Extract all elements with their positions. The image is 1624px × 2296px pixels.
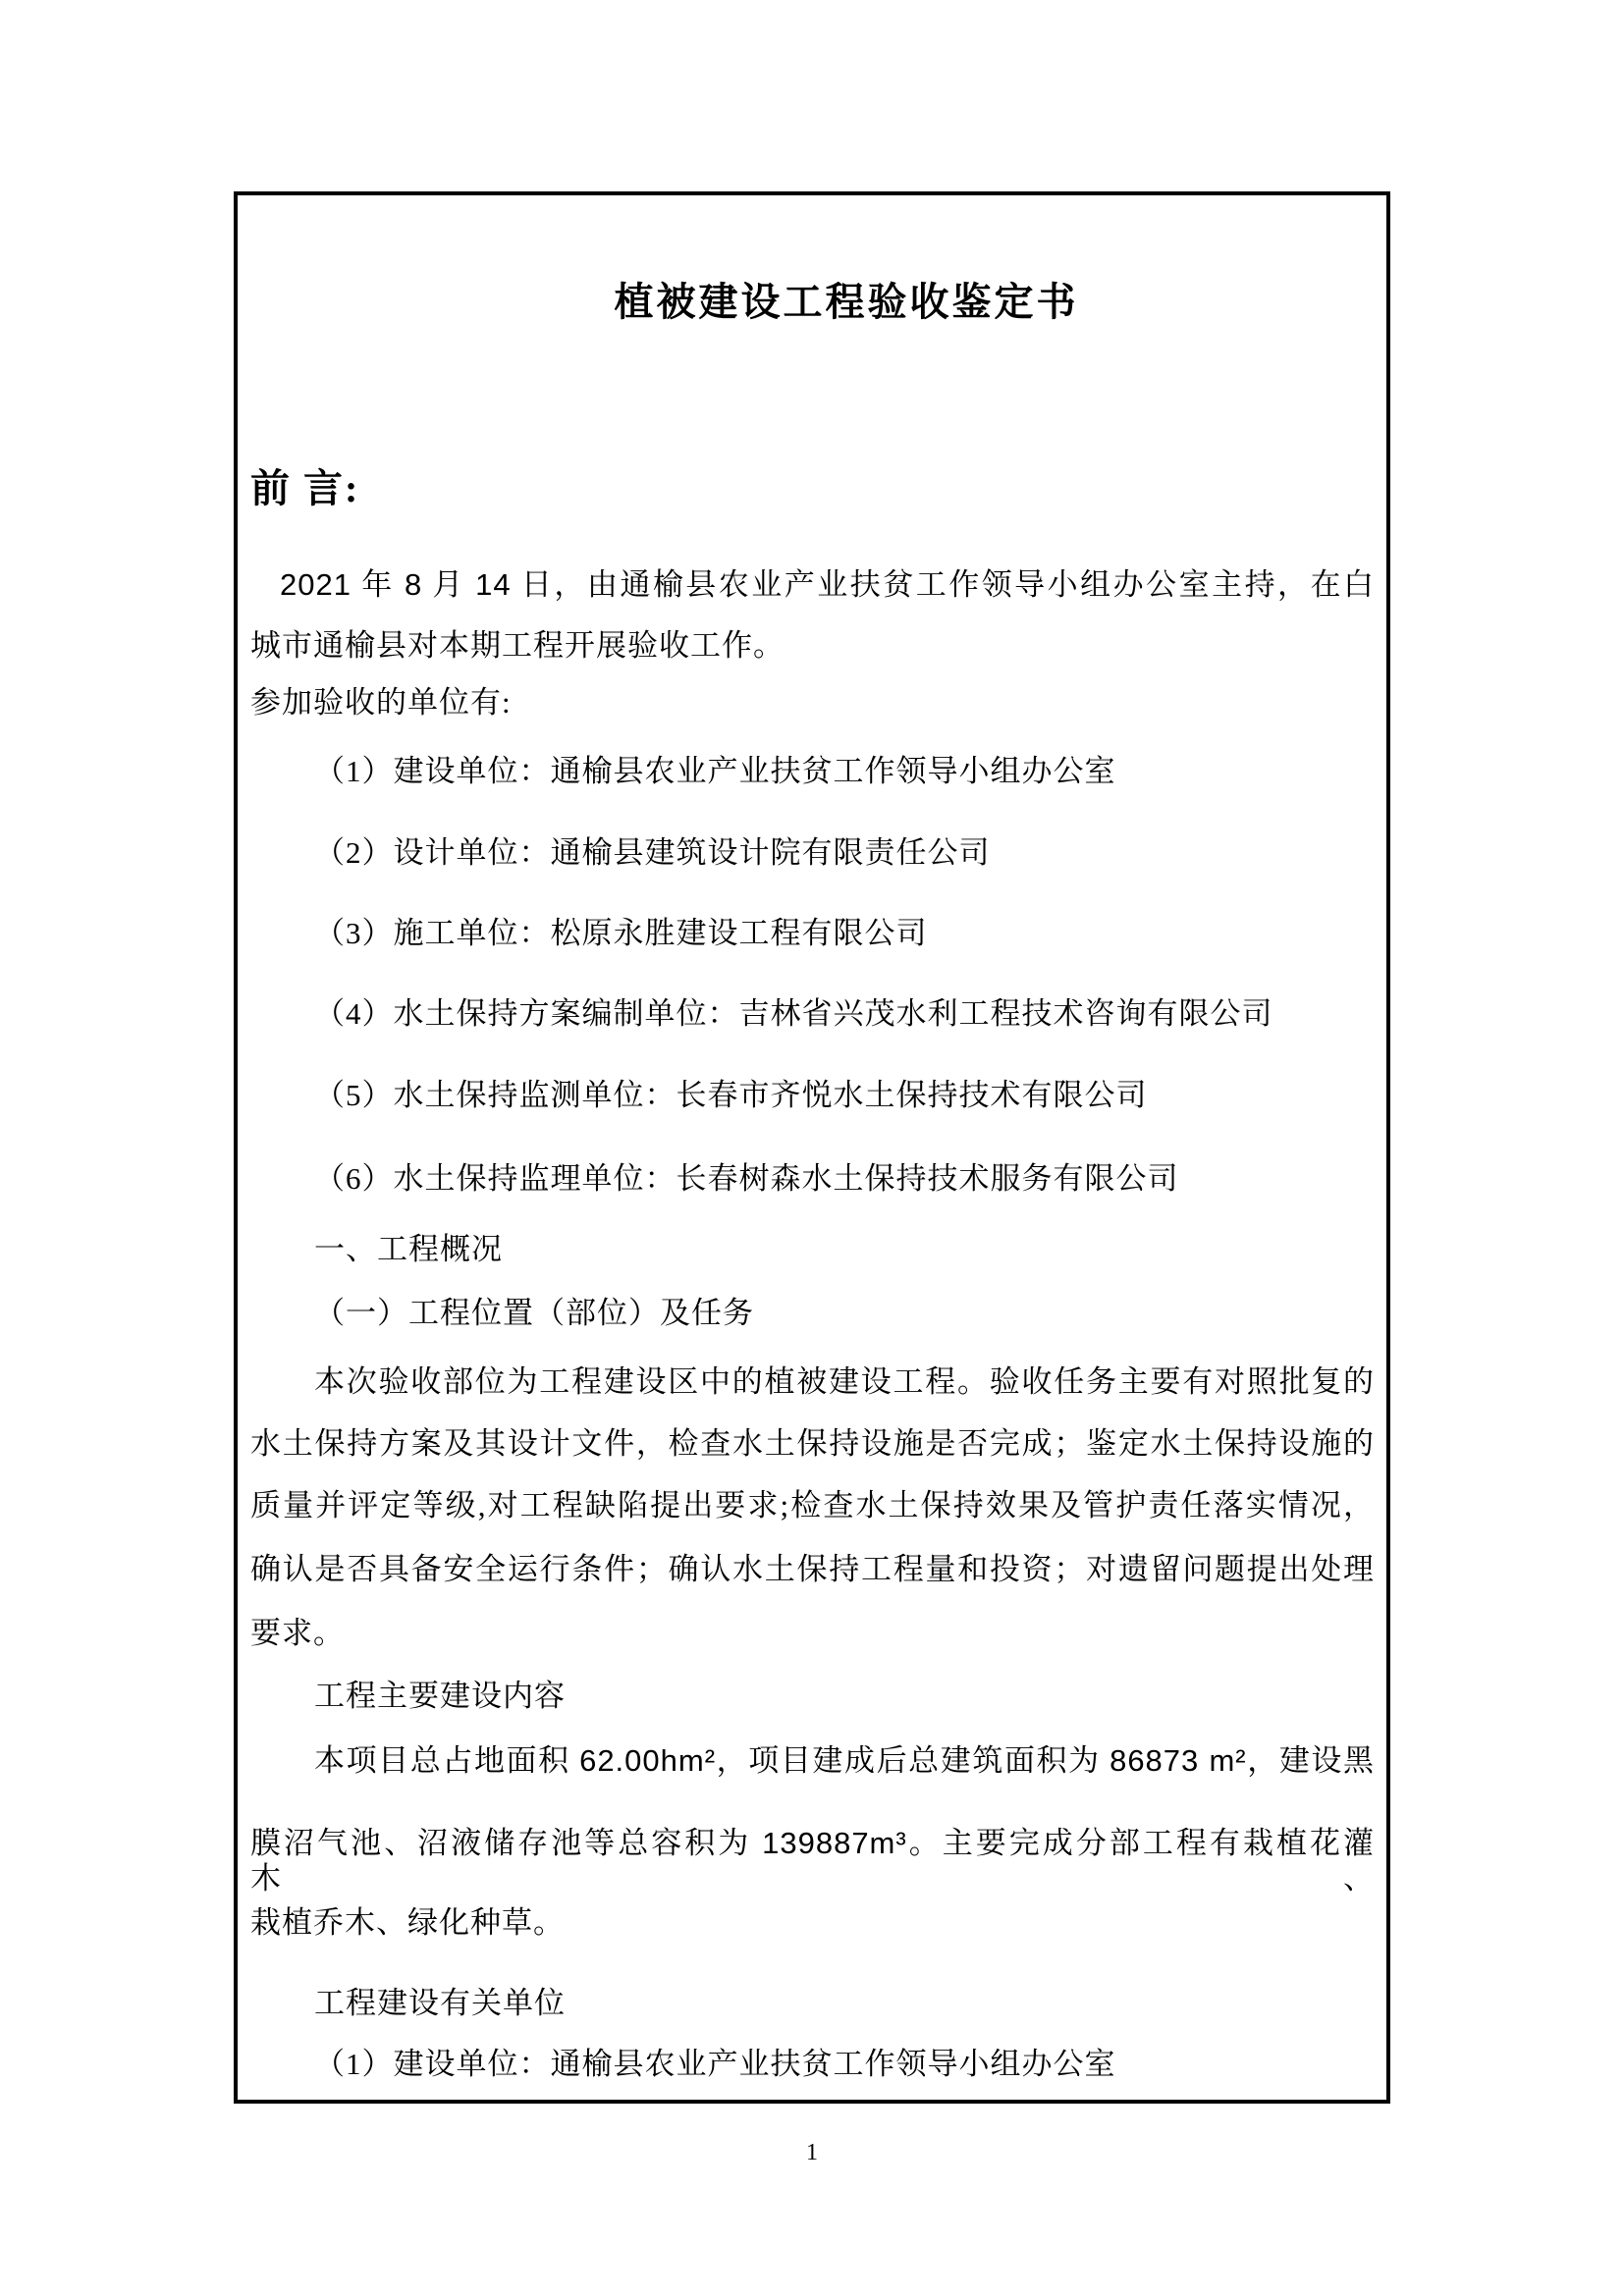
unit-item-2: （2）设计单位：通榆县建筑设计院有限责任公司 — [314, 835, 991, 870]
page-border — [234, 191, 1390, 2104]
content-seg-5: 。主要完成分部工程有栽植花灌木、 — [250, 1826, 1376, 1896]
task-paragraph-line-3: 质量并评定等级,对工程缺陷提出要求;检查水土保持效果及管护责任落实情况， — [250, 1488, 1375, 1522]
content-line-1 — [250, 1743, 1375, 1779]
intro-year-label: 年 — [351, 567, 405, 602]
intro-line-2: 城市通榆县对本期工程开展验收工作。 — [250, 628, 785, 663]
content-line-2 — [250, 1826, 1375, 1896]
section1-sub1-heading: （一）工程位置（部位）及任务 — [314, 1296, 754, 1330]
intro-line-1 — [250, 567, 1375, 603]
intro-line-3: 参加验收的单位有: — [250, 685, 512, 720]
content-seg-1: 本项目总占地面积 — [314, 1743, 580, 1778]
content-line-3: 栽植乔木、绿化种草。 — [250, 1905, 565, 1940]
unit-item-6: （6）水土保持监理单位：长春树森水土保持技术服务有限公司 — [314, 1161, 1179, 1196]
building-area-value: 86873 m² — [1110, 1743, 1247, 1778]
preface-heading: 前 言: — [250, 466, 360, 510]
section1-heading: 一、工程概况 — [314, 1232, 503, 1266]
intro-year: 2021 — [280, 567, 352, 602]
intro-month: 8 — [404, 567, 423, 602]
unit-item-3: （3）施工单位：松原永胜建设工程有限公司 — [314, 916, 928, 950]
task-paragraph-line-2: 水土保持方案及其设计文件，检查水土保持设施是否完成；鉴定水土保持设施的 — [250, 1426, 1375, 1461]
task-paragraph-line-5: 要求。 — [250, 1616, 345, 1650]
task-paragraph-line-4: 确认是否具备安全运行条件；确认水土保持工程量和投资；对遗留问题提出处理 — [250, 1552, 1375, 1586]
construction-unit-item: （1）建设单位：通榆县农业产业扶贫工作领导小组办公室 — [314, 2047, 1116, 2081]
content-seg-2: ，项目建成后总建筑面积为 — [716, 1743, 1110, 1778]
content-seg-3: ，建设黑 — [1246, 1743, 1376, 1778]
unit-item-1: （1）建设单位：通榆县农业产业扶贫工作领导小组办公室 — [314, 754, 1116, 788]
task-paragraph-line-1: 本次验收部位为工程建设区中的植被建设工程。验收任务主要有对照批复的 — [314, 1364, 1375, 1399]
total-area-value: 62.00hm² — [579, 1743, 717, 1778]
total-volume-value: 139887m³ — [762, 1826, 907, 1860]
content-heading: 工程主要建设内容 — [314, 1679, 566, 1713]
units-heading: 工程建设有关单位 — [314, 1986, 566, 2020]
intro-rest: 日，由通榆县农业产业扶贫工作领导小组办公室主持，在白 — [511, 567, 1376, 602]
intro-month-label: 月 — [422, 567, 476, 602]
unit-item-5: （5）水土保持监测单位：长春市齐悦水土保持技术有限公司 — [314, 1078, 1148, 1112]
document-title: 植被建设工程验收鉴定书 — [614, 280, 1079, 324]
page-number: 1 — [806, 2140, 818, 2165]
intro-day: 14 — [475, 567, 512, 602]
content-seg-4: 膜沼气池、沼液储存池等总容积为 — [250, 1826, 763, 1860]
unit-item-4: （4）水土保持方案编制单位：吉林省兴茂水利工程技术咨询有限公司 — [314, 996, 1273, 1031]
